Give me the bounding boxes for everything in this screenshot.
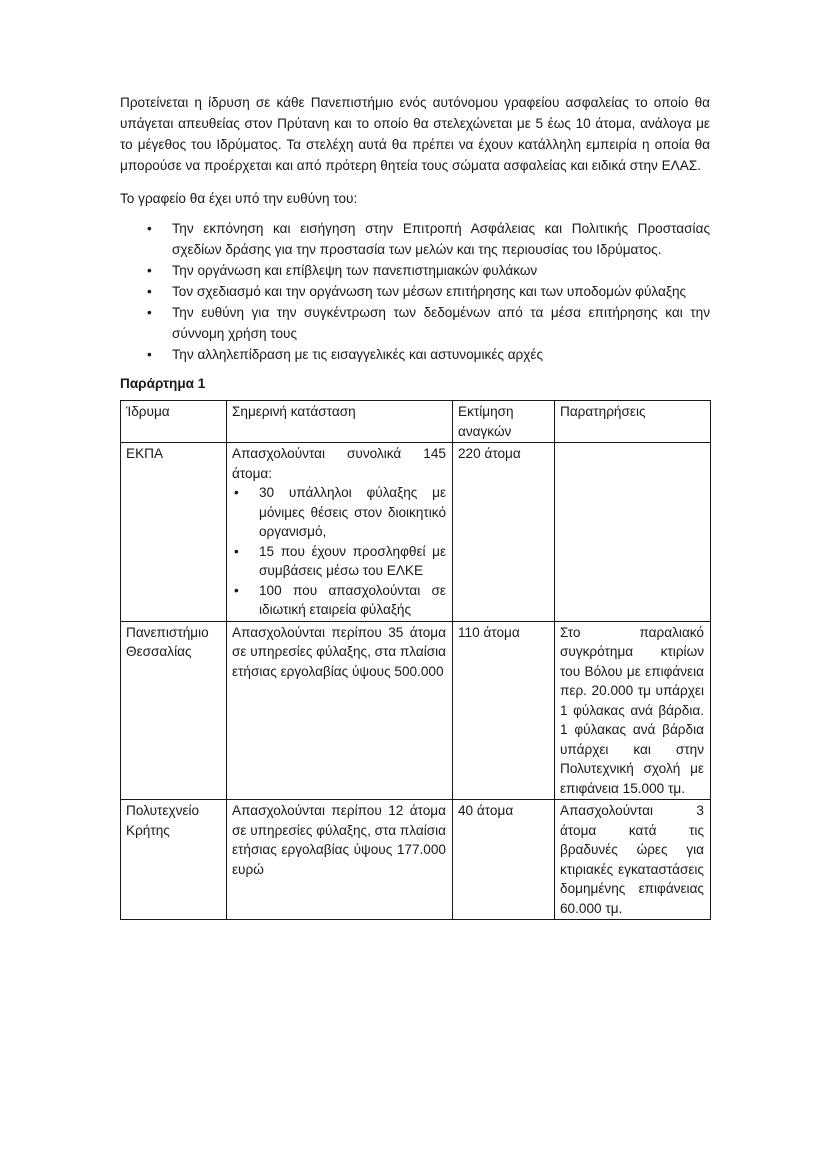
remarks-cell: Στο παραλιακό συγκρότημα κτιρίων του Βόλου με επιφάνεια περ. 20.000 τμ υπάρχει 1 φύλακας ανά βάρδια. 1 φύλακας ανά βάρδια υπάρχει και στην Πολυτεχνική σχολή με επιφάνεια 15.000 τμ. bbox=[555, 621, 711, 800]
institution-cell: Πολυτεχνείο Κρήτης bbox=[121, 800, 227, 920]
header-remarks: Παρατηρήσεις bbox=[555, 401, 711, 443]
duty-text: Την οργάνωση και επίβλεψη των πανεπιστημιακών φυλάκων bbox=[172, 263, 538, 278]
list-item bbox=[120, 344, 710, 365]
bullet-icon: • bbox=[147, 305, 152, 320]
header-institution: Ίδρυμα bbox=[121, 401, 227, 443]
needs-cell: 110 άτομα bbox=[453, 621, 555, 800]
table-header-row bbox=[121, 401, 711, 443]
status-cell: Απασχολούνται περίπου 12 άτομα σε υπηρεσίες φύλαξης, στα πλαίσια ετήσιας εργολαβίας ύψους 177.000 ευρώ bbox=[227, 800, 453, 920]
list-item bbox=[120, 260, 710, 281]
header-status: Σημερινή κατάσταση bbox=[227, 401, 453, 443]
bullet-icon: • bbox=[147, 263, 152, 278]
status-item-text: 15 που έχουν προσληφθεί με συμβάσεις μέσω του ΕΛΚΕ bbox=[259, 543, 446, 578]
bullet-icon: • bbox=[147, 347, 152, 362]
list-item bbox=[232, 581, 446, 620]
bullet-icon: • bbox=[234, 485, 239, 500]
duties-list bbox=[120, 218, 710, 365]
header-needs: Εκτίμηση αναγκών bbox=[453, 401, 555, 443]
bullet-icon: • bbox=[147, 284, 152, 299]
list-item bbox=[232, 483, 446, 542]
list-item bbox=[232, 542, 446, 581]
intro-paragraph: Προτείνεται η ίδρυση σε κάθε Πανεπιστήμιο ενός αυτόνομου γραφείου ασφαλείας το οποίο θα υπάγεται απευθείας στον Πρύτανη και το οποίο θα στελεχώνεται με 5 έως 10 άτομα, ανάλογα με το μέγεθος του Ιδρύματος. Τα στελέχη αυτά θα πρέπει να έχουν κατάλληλη εμπειρία η οποία θα μπορούσε να προέρχεται και από πρότερη θητεία τους σώματα ασφαλείας και ειδικά στην ΕΛΑΣ. bbox=[120, 95, 710, 173]
duty-text: Την ευθύνη για την συγκέντρωση των δεδομένων από τα μέσα επιτήρησης και την σύννομη χρήση τους bbox=[172, 305, 710, 341]
status-cell bbox=[227, 443, 453, 622]
bullet-icon: • bbox=[147, 221, 152, 236]
status-item-text: 100 που απασχολούνται σε ιδιωτική εταιρεία φύλαξής bbox=[259, 582, 446, 617]
remarks-cell: Απασχολούνται 3 άτομα κατά τις βραδυνές ώρες για κτιριακές εγκαταστάσεις δομημένης επιφάνειας 60.000 τμ. bbox=[555, 800, 711, 920]
bullet-icon: • bbox=[234, 582, 239, 598]
duty-text: Τον σχεδιασμό και την οργάνωση των μέσων επιτήρησης και των υποδομών φύλαξης bbox=[172, 284, 687, 299]
list-item bbox=[120, 281, 710, 302]
list-item bbox=[120, 218, 710, 260]
document-page bbox=[120, 92, 710, 920]
remarks-cell bbox=[555, 443, 711, 622]
status-intro: Απασχολούνται συνολικά 145 άτομα: bbox=[232, 446, 446, 481]
duties-intro: Το γραφείο θα έχει υπό την ευθύνη του: bbox=[120, 191, 358, 206]
annex-title: Παράρτημα 1 bbox=[120, 376, 206, 391]
institution-cell: Πανεπιστήμιο Θεσσαλίας bbox=[121, 621, 227, 800]
bullet-icon: • bbox=[234, 543, 239, 559]
table-row bbox=[121, 621, 711, 800]
list-item bbox=[120, 302, 710, 344]
needs-cell: 40 άτομα bbox=[453, 800, 555, 920]
annex-table bbox=[120, 400, 711, 920]
institution-cell: ΕΚΠΑ bbox=[121, 443, 227, 622]
table-row bbox=[121, 800, 711, 920]
duty-text: Την εκπόνηση και εισήγηση στην Επιτροπή Ασφάλειας και Πολιτικής Προστασίας σχεδίων δράσης για την προστασία των μελών και της περιουσίας του Ιδρύματος. bbox=[172, 221, 710, 257]
status-item-text: 30 υπάλληλοι φύλαξης με μόνιμες θέσεις στον διοικητικό οργανισμό, bbox=[259, 485, 446, 539]
status-list bbox=[232, 483, 446, 620]
table-row bbox=[121, 443, 711, 622]
status-cell: Απασχολούνται περίπου 35 άτομα σε υπηρεσίες φύλαξης, στα πλαίσια ετήσιας εργολαβίας ύψους 500.000 bbox=[227, 621, 453, 800]
needs-cell: 220 άτομα bbox=[453, 443, 555, 622]
duty-text: Την αλληλεπίδραση με τις εισαγγελικές και αστυνομικές αρχές bbox=[172, 347, 544, 362]
